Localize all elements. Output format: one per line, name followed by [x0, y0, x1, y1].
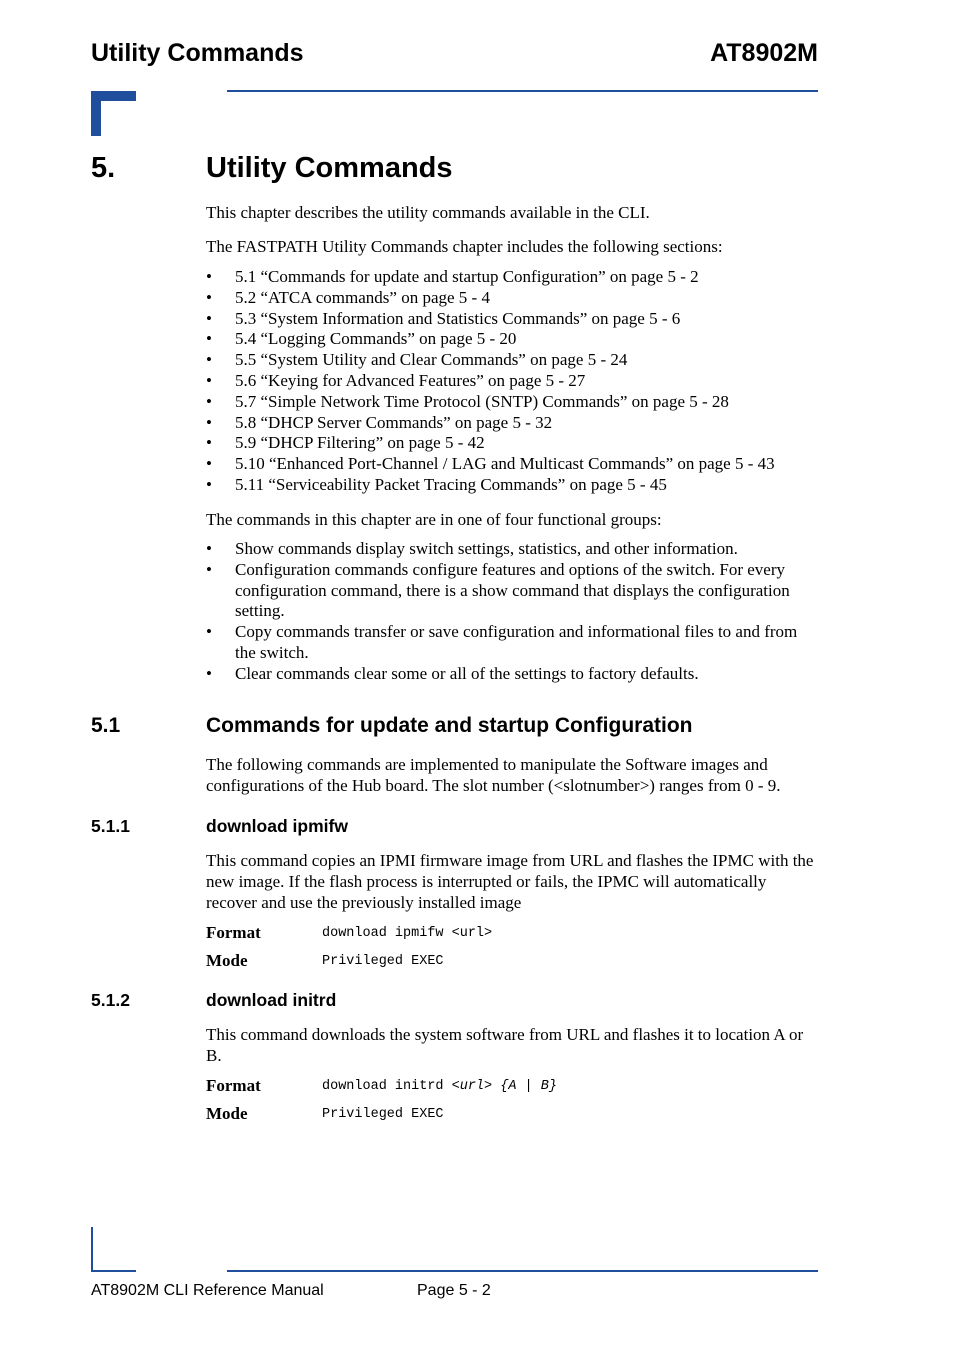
bottom-corner-mark-vertical	[91, 1227, 93, 1272]
list-item: • Clear commands clear some or all of the settings to factory defaults.	[206, 664, 818, 685]
list-item[interactable]: • 5.9 “DHCP Filtering” on page 5 - 42	[206, 433, 818, 454]
chapter-title: Utility Commands	[206, 152, 453, 184]
list-item[interactable]: • 5.5 “System Utility and Clear Commands” on page 5 - 24	[206, 350, 818, 371]
footer-manual-title: AT8902M CLI Reference Manual	[91, 1282, 324, 1299]
list-item[interactable]: • 5.8 “DHCP Server Commands” on page 5 - 32	[206, 413, 818, 434]
list-item[interactable]: • 5.1 “Commands for update and startup Configuration” on page 5 - 2	[206, 267, 818, 288]
list-item[interactable]: • 5.4 “Logging Commands” on page 5 - 20	[206, 329, 818, 350]
groups-list	[206, 539, 818, 685]
bottom-corner-mark-horizontal	[91, 1270, 136, 1272]
top-rule	[227, 90, 818, 92]
subsection-number: 5.1.1	[91, 816, 130, 836]
list-item: • Show commands display switch settings, statistics, and other information.	[206, 539, 818, 560]
mode-label: Mode	[206, 951, 248, 970]
list-item[interactable]: • 5.11 “Serviceability Packet Tracing Commands” on page 5 - 45	[206, 475, 818, 496]
header-right-title: AT8902M	[710, 39, 818, 67]
groups-list-wrapper	[206, 539, 818, 685]
list-item[interactable]: • 5.6 “Keying for Advanced Features” on page 5 - 27	[206, 371, 818, 392]
list-item[interactable]: • 5.3 “System Information and Statistics Commands” on page 5 - 6	[206, 309, 818, 330]
sections-intro: The FASTPATH Utility Commands chapter includes the following sections:	[206, 237, 723, 256]
format-label: Format	[206, 923, 261, 942]
section-title: Commands for update and startup Configuration	[206, 714, 693, 737]
subsection-title: download initrd	[206, 990, 337, 1010]
sections-list	[206, 267, 818, 496]
subsection-title: download ipmifw	[206, 816, 348, 836]
section-text: The following commands are implemented to manipulate the Software images and configurations of the Hub board. The slot number (<slotnumber>) ranges from 0 - 9.	[206, 755, 781, 795]
chapter-intro: This chapter describes the utility commands available in the CLI.	[206, 203, 650, 222]
subsection-number: 5.1.2	[91, 990, 130, 1010]
format-command	[322, 1076, 557, 1097]
list-item[interactable]: • 5.2 “ATCA commands” on page 5 - 4	[206, 288, 818, 309]
mode-label: Mode	[206, 1104, 248, 1123]
format-label: Format	[206, 1076, 261, 1095]
section-number: 5.1	[91, 714, 121, 737]
chapter-number: 5.	[91, 152, 116, 184]
mode-value: Privileged EXEC	[322, 1107, 444, 1122]
sections-list-wrapper	[206, 267, 818, 496]
format-command: download ipmifw <url>	[322, 926, 493, 941]
format-command-name: download initrd	[322, 1079, 452, 1094]
header-left-title: Utility Commands	[91, 39, 304, 67]
subsection-text: This command downloads the system software from URL and flashes it to location A or B.	[206, 1025, 804, 1065]
bottom-rule	[227, 1270, 818, 1272]
list-item[interactable]: • 5.10 “Enhanced Port-Channel / LAG and Multicast Commands” on page 5 - 43	[206, 454, 818, 475]
format-command-args: <url> {A | B}	[451, 1079, 557, 1094]
top-corner-mark-horizontal	[91, 91, 136, 101]
list-item[interactable]: • 5.7 “Simple Network Time Protocol (SNTP) Commands” on page 5 - 28	[206, 392, 818, 413]
mode-value: Privileged EXEC	[322, 954, 444, 969]
footer-page-number: Page 5 - 2	[417, 1282, 491, 1299]
list-item: • Configuration commands configure features and options of the switch. For every configuration command, there is a show command that displays the configuration setting.	[206, 560, 818, 622]
subsection-text: This command copies an IPMI firmware image from URL and flashes the IPMC with the new image. If the flash process is interrupted or fails, the IPMC will automatically recover and use the previously installed image	[206, 851, 814, 912]
groups-intro: The commands in this chapter are in one of four functional groups:	[206, 510, 662, 529]
list-item: • Copy commands transfer or save configuration and informational files to and from the switch.	[206, 622, 818, 664]
